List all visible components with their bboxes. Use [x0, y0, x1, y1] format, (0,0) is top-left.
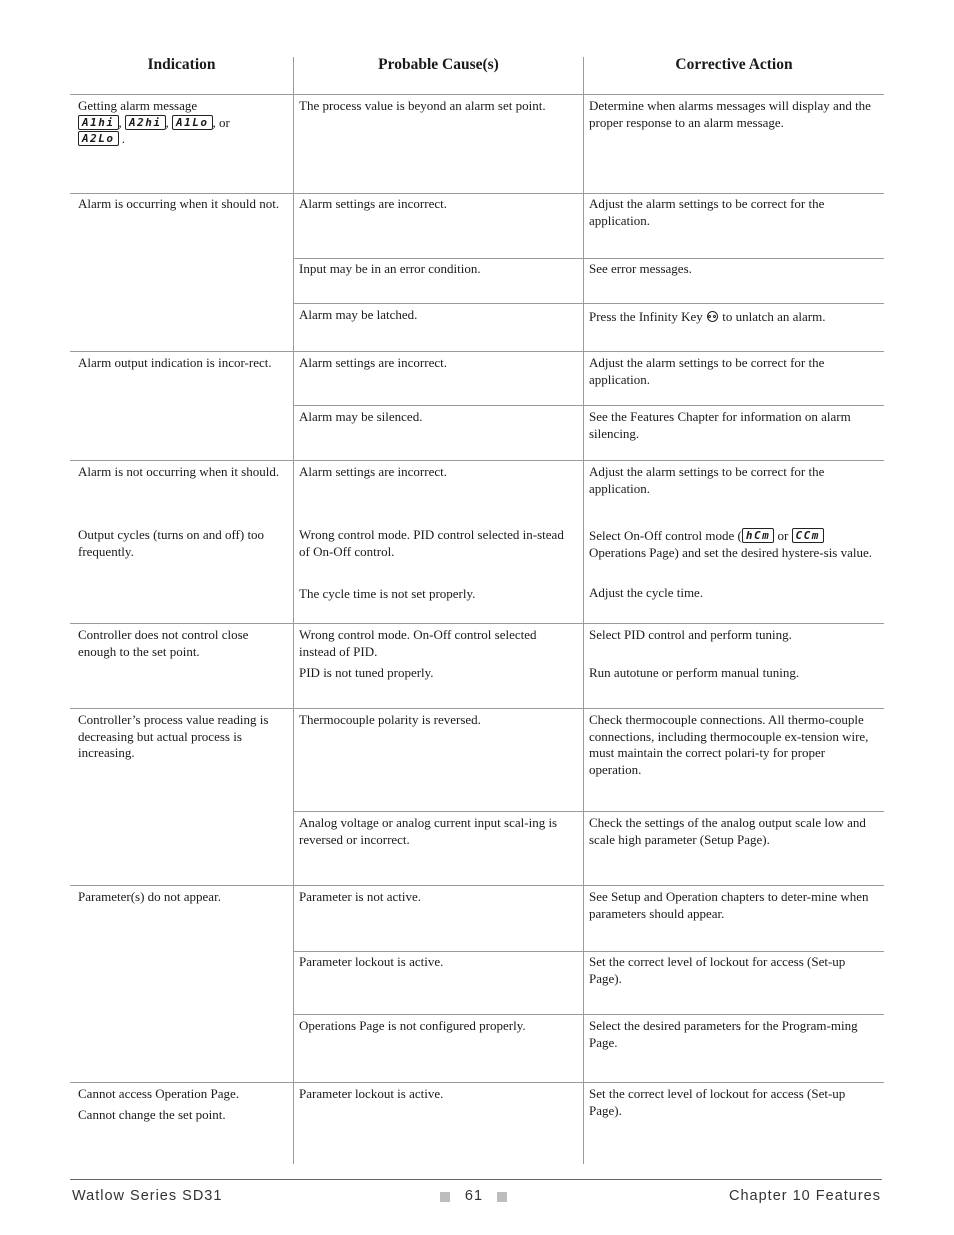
- row-divider: [294, 258, 884, 259]
- header-corrective-action: Corrective Action: [675, 56, 793, 73]
- indication-cell: Alarm output indication is incor-rect.: [78, 355, 272, 370]
- row-divider: [70, 351, 884, 352]
- cause-cell: Operations Page is not configured properly.: [299, 1018, 526, 1033]
- display-code-a1lo: A1Lo: [172, 115, 213, 130]
- action-cell: Check the settings of the analog output scale low and scale high parameter (Setup Page).: [589, 815, 866, 847]
- cause-cell: Alarm may be latched.: [299, 307, 418, 322]
- row-divider: [294, 951, 884, 952]
- display-code-a2hi: A2hi: [125, 115, 166, 130]
- display-code-a2lo: A2Lo: [78, 131, 119, 146]
- row-divider: [294, 405, 884, 406]
- action-cell: Adjust the alarm settings to be correct for the application.: [589, 196, 825, 228]
- header-indication: Indication: [147, 56, 216, 73]
- footer-rule: [70, 1179, 882, 1180]
- cause-cell: Alarm settings are incorrect.: [299, 464, 447, 479]
- display-code-cctm: CCm: [792, 528, 824, 543]
- indication-cell: [78, 1086, 288, 1123]
- indication-line: Cannot access Operation Page.: [78, 1086, 240, 1101]
- row-divider: [294, 811, 884, 812]
- cause-cell: Parameter is not active.: [299, 889, 422, 904]
- footer-page-number: 61: [464, 1188, 484, 1204]
- cause-cell: The cycle time is not set properly.: [299, 586, 476, 601]
- action-cell: Select PID control and perform tuning.: [589, 627, 792, 642]
- cause-cell: Wrong control mode. On-Off control selected instead of PID.: [299, 627, 537, 659]
- row-divider: [70, 94, 884, 95]
- cause-cell: PID is not tuned properly.: [299, 665, 434, 680]
- indication-cell: Controller does not control close enough to the set point.: [78, 627, 249, 659]
- cause-cell: Thermocouple polarity is reversed.: [299, 712, 481, 727]
- cause-cell: Alarm settings are incorrect.: [299, 196, 447, 211]
- cause-cell: Parameter lockout is active.: [299, 954, 444, 969]
- cause-cell: The process value is beyond an alarm set point.: [299, 98, 546, 113]
- display-code-hctm: hCm: [742, 528, 774, 543]
- cause-cell: Alarm may be silenced.: [299, 409, 423, 424]
- header-probable-causes: Probable Cause(s): [378, 56, 499, 73]
- cause-cell: Wrong control mode. PID control selected in-stead of On-Off control.: [299, 527, 564, 559]
- footer-square-icon: [497, 1192, 507, 1202]
- row-divider: [294, 1014, 884, 1015]
- cause-cell: Alarm settings are incorrect.: [299, 355, 447, 370]
- action-text: Select On-Off control mode (: [589, 528, 742, 543]
- column-divider: [583, 57, 584, 1164]
- action-cell: Set the correct level of lockout for access (Set-up Page).: [589, 1086, 846, 1118]
- indication-cell: Parameter(s) do not appear.: [78, 889, 221, 904]
- action-cell: Adjust the alarm settings to be correct for the application.: [589, 355, 825, 387]
- row-divider: [70, 708, 884, 709]
- action-cell: Check thermocouple connections. All thermo-couple connections, including thermocouple ex-tension wire, must maintain the correct polari-ty for proper operation.: [589, 712, 869, 777]
- row-divider: [70, 193, 884, 194]
- action-cell: [589, 309, 877, 326]
- cause-cell: Parameter lockout is active.: [299, 1086, 444, 1101]
- row-divider: [70, 885, 884, 886]
- indication-line: Cannot change the set point.: [78, 1106, 226, 1122]
- action-text: to unlatch an alarm.: [722, 309, 826, 324]
- action-text: Operations Page) and set the desired hystere-sis value.: [589, 544, 873, 560]
- action-cell: Adjust the alarm settings to be correct for the application.: [589, 464, 825, 496]
- display-code-a1hi: A1hi: [78, 115, 119, 130]
- separator: ,: [165, 114, 169, 130]
- row-divider: [294, 303, 884, 304]
- action-cell: See error messages.: [589, 261, 692, 276]
- action-cell: [589, 528, 877, 561]
- footer-chapter: Chapter 10 Features: [729, 1188, 881, 1204]
- action-cell: See Setup and Operation chapters to deter-mine when parameters should appear.: [589, 889, 869, 921]
- footer-product-name: Watlow Series SD31: [72, 1188, 223, 1204]
- row-divider: [70, 623, 884, 624]
- row-divider: [70, 460, 884, 461]
- action-cell: Select the desired parameters for the Program-ming Page.: [589, 1018, 858, 1050]
- indication-cell: Alarm is occurring when it should not.: [78, 196, 280, 211]
- indication-cell: Alarm is not occurring when it should.: [78, 464, 280, 479]
- action-cell: Adjust the cycle time.: [589, 585, 704, 600]
- indication-cell: Output cycles (turns on and off) too frequently.: [78, 527, 265, 559]
- action-text: Press the Infinity Key: [589, 309, 703, 324]
- separator: , or: [212, 114, 230, 130]
- infinity-key-icon: [707, 311, 718, 322]
- action-cell: Set the correct level of lockout for access (Set-up Page).: [589, 954, 846, 986]
- row-divider: [70, 1082, 884, 1083]
- action-text: or: [777, 528, 789, 543]
- cause-cell: Analog voltage or analog current input scal-ing is reversed or incorrect.: [299, 815, 558, 847]
- indication-cell: [78, 98, 288, 148]
- separator: ,: [118, 114, 122, 130]
- action-cell: Determine when alarms messages will display and the proper response to an alarm message.: [589, 98, 871, 130]
- indication-text: Getting alarm message: [78, 98, 198, 113]
- column-divider: [293, 57, 294, 1164]
- cause-cell: Input may be in an error condition.: [299, 261, 481, 276]
- separator: .: [121, 131, 125, 147]
- action-cell: Run autotune or perform manual tuning.: [589, 665, 800, 680]
- action-cell: See the Features Chapter for information on alarm silencing.: [589, 409, 851, 441]
- indication-cell: Controller’s process value reading is decreasing but actual process is increasing.: [78, 712, 269, 761]
